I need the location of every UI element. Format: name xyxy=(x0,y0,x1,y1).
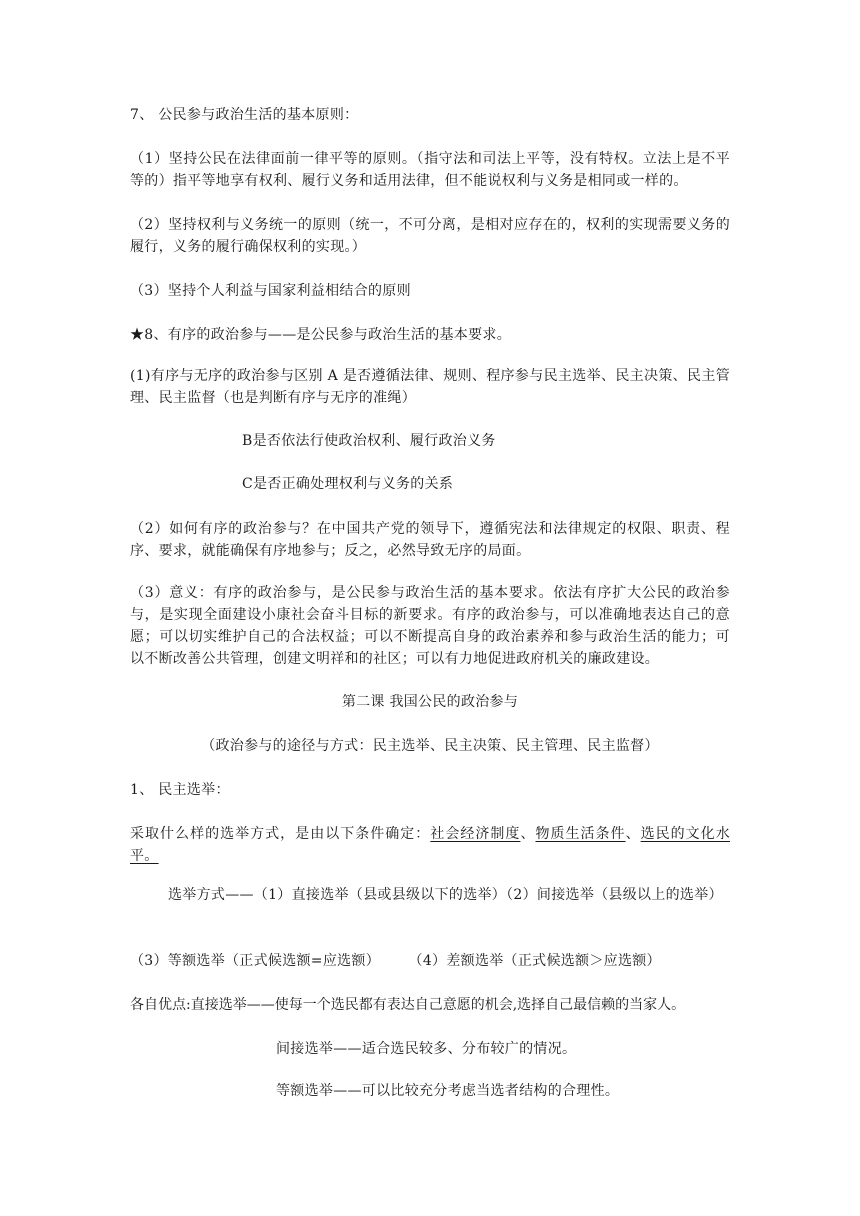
principle-3-paragraph: （3）坚持个人利益与国家利益相结合的原则 xyxy=(130,283,411,299)
section-8-heading: ★8、有序的政治参与——是公民参与政治生活的基本要求。 xyxy=(130,327,512,343)
lesson-2-subtitle: （政治参与的途径与方式：民主选举、民主决策、民主管理、民主监督） xyxy=(201,738,659,754)
principle-1-paragraph: （1）坚持公民在法律面前一律平等的原则。（指守法和司法上平等，没有特权。立法上是不平等的）指平等地享有权利、履行义务和适用法律，但不能说权利与义务是相同或一样的。 xyxy=(130,151,730,189)
separator: 、 xyxy=(520,826,536,842)
principle-2-paragraph: （2）坚持权利与义务统一的原则（统一，不可分离，是相对应存在的，权利的实现需要义务的履行，义务的履行确保权利的实现。） xyxy=(130,217,730,255)
election-conditions-paragraph xyxy=(130,823,730,867)
orderly-significance-paragraph: （3）意义：有序的政治参与，是公民参与政治生活的基本要求。依法有序扩大公民的政治参与，是实现全面建设小康社会奋斗目标的新要求。有序的政治参与，可以准确地表达自己的意愿；可以切实维护自己的合法权益；可以不断提高自身的政治素养和参与政治生活的能力；可以不断改善公共管理，创建文明祥和的社区；可以有力地促进政府机关的廉政建设。 xyxy=(130,585,730,667)
orderly-difference-c: C是否正确处理权利与义务的关系 xyxy=(242,476,454,492)
orderly-how-paragraph: （2）如何有序的政治参与？在中国共产党的领导下，遵循宪法和法律规定的权限、职责、程序、要求，就能确保有序地参与；反之，必然导致无序的局面。 xyxy=(130,521,730,559)
condition-material-living: 物质生活条件 xyxy=(535,826,626,842)
section-1-heading: 1、 民主选举： xyxy=(130,782,230,798)
orderly-difference-paragraph: (1)有序与无序的政治参与区别 A 是否遵循法律、规则、程序参与民主选举、民主决策、民主管理、民主监督（也是判断有序与无序的准绳） xyxy=(130,368,730,406)
election-advantages-paragraph: 各自优点:直接选举——使每一个选民都有表达自己意愿的机会,选择自己最信赖的当家人。 xyxy=(130,997,686,1013)
election-methods-paragraph-2: （3）等额选举（正式候选额=应选额） （4）差额选举（正式候选额＞应选额） xyxy=(130,953,661,969)
condition-social-economic-system: 社会经济制度 xyxy=(430,826,521,842)
section-7-heading: 7、 公民参与政治生活的基本原则： xyxy=(130,107,359,123)
separator: 、 xyxy=(625,826,641,842)
equal-election-advantage: 等额选举——可以比较充分考虑当选者结构的合理性。 xyxy=(276,1083,620,1099)
election-methods-paragraph: 选举方式——（1）直接选举（县或县级以下的选举）（2）间接选举（县级以上的选举） xyxy=(168,887,723,903)
condition-voter-education: 选民的文化水平。 xyxy=(130,826,730,864)
indirect-election-advantage: 间接选举——适合选民较多、分布较广的情况。 xyxy=(276,1041,577,1057)
lesson-2-title: 第二课 我国公民的政治参与 xyxy=(341,694,519,710)
orderly-difference-b: B是否依法行使政治权利、履行政治义务 xyxy=(242,433,496,449)
election-conditions-intro: 采取什么样的选举方式，是由以下条件确定： xyxy=(130,826,431,842)
